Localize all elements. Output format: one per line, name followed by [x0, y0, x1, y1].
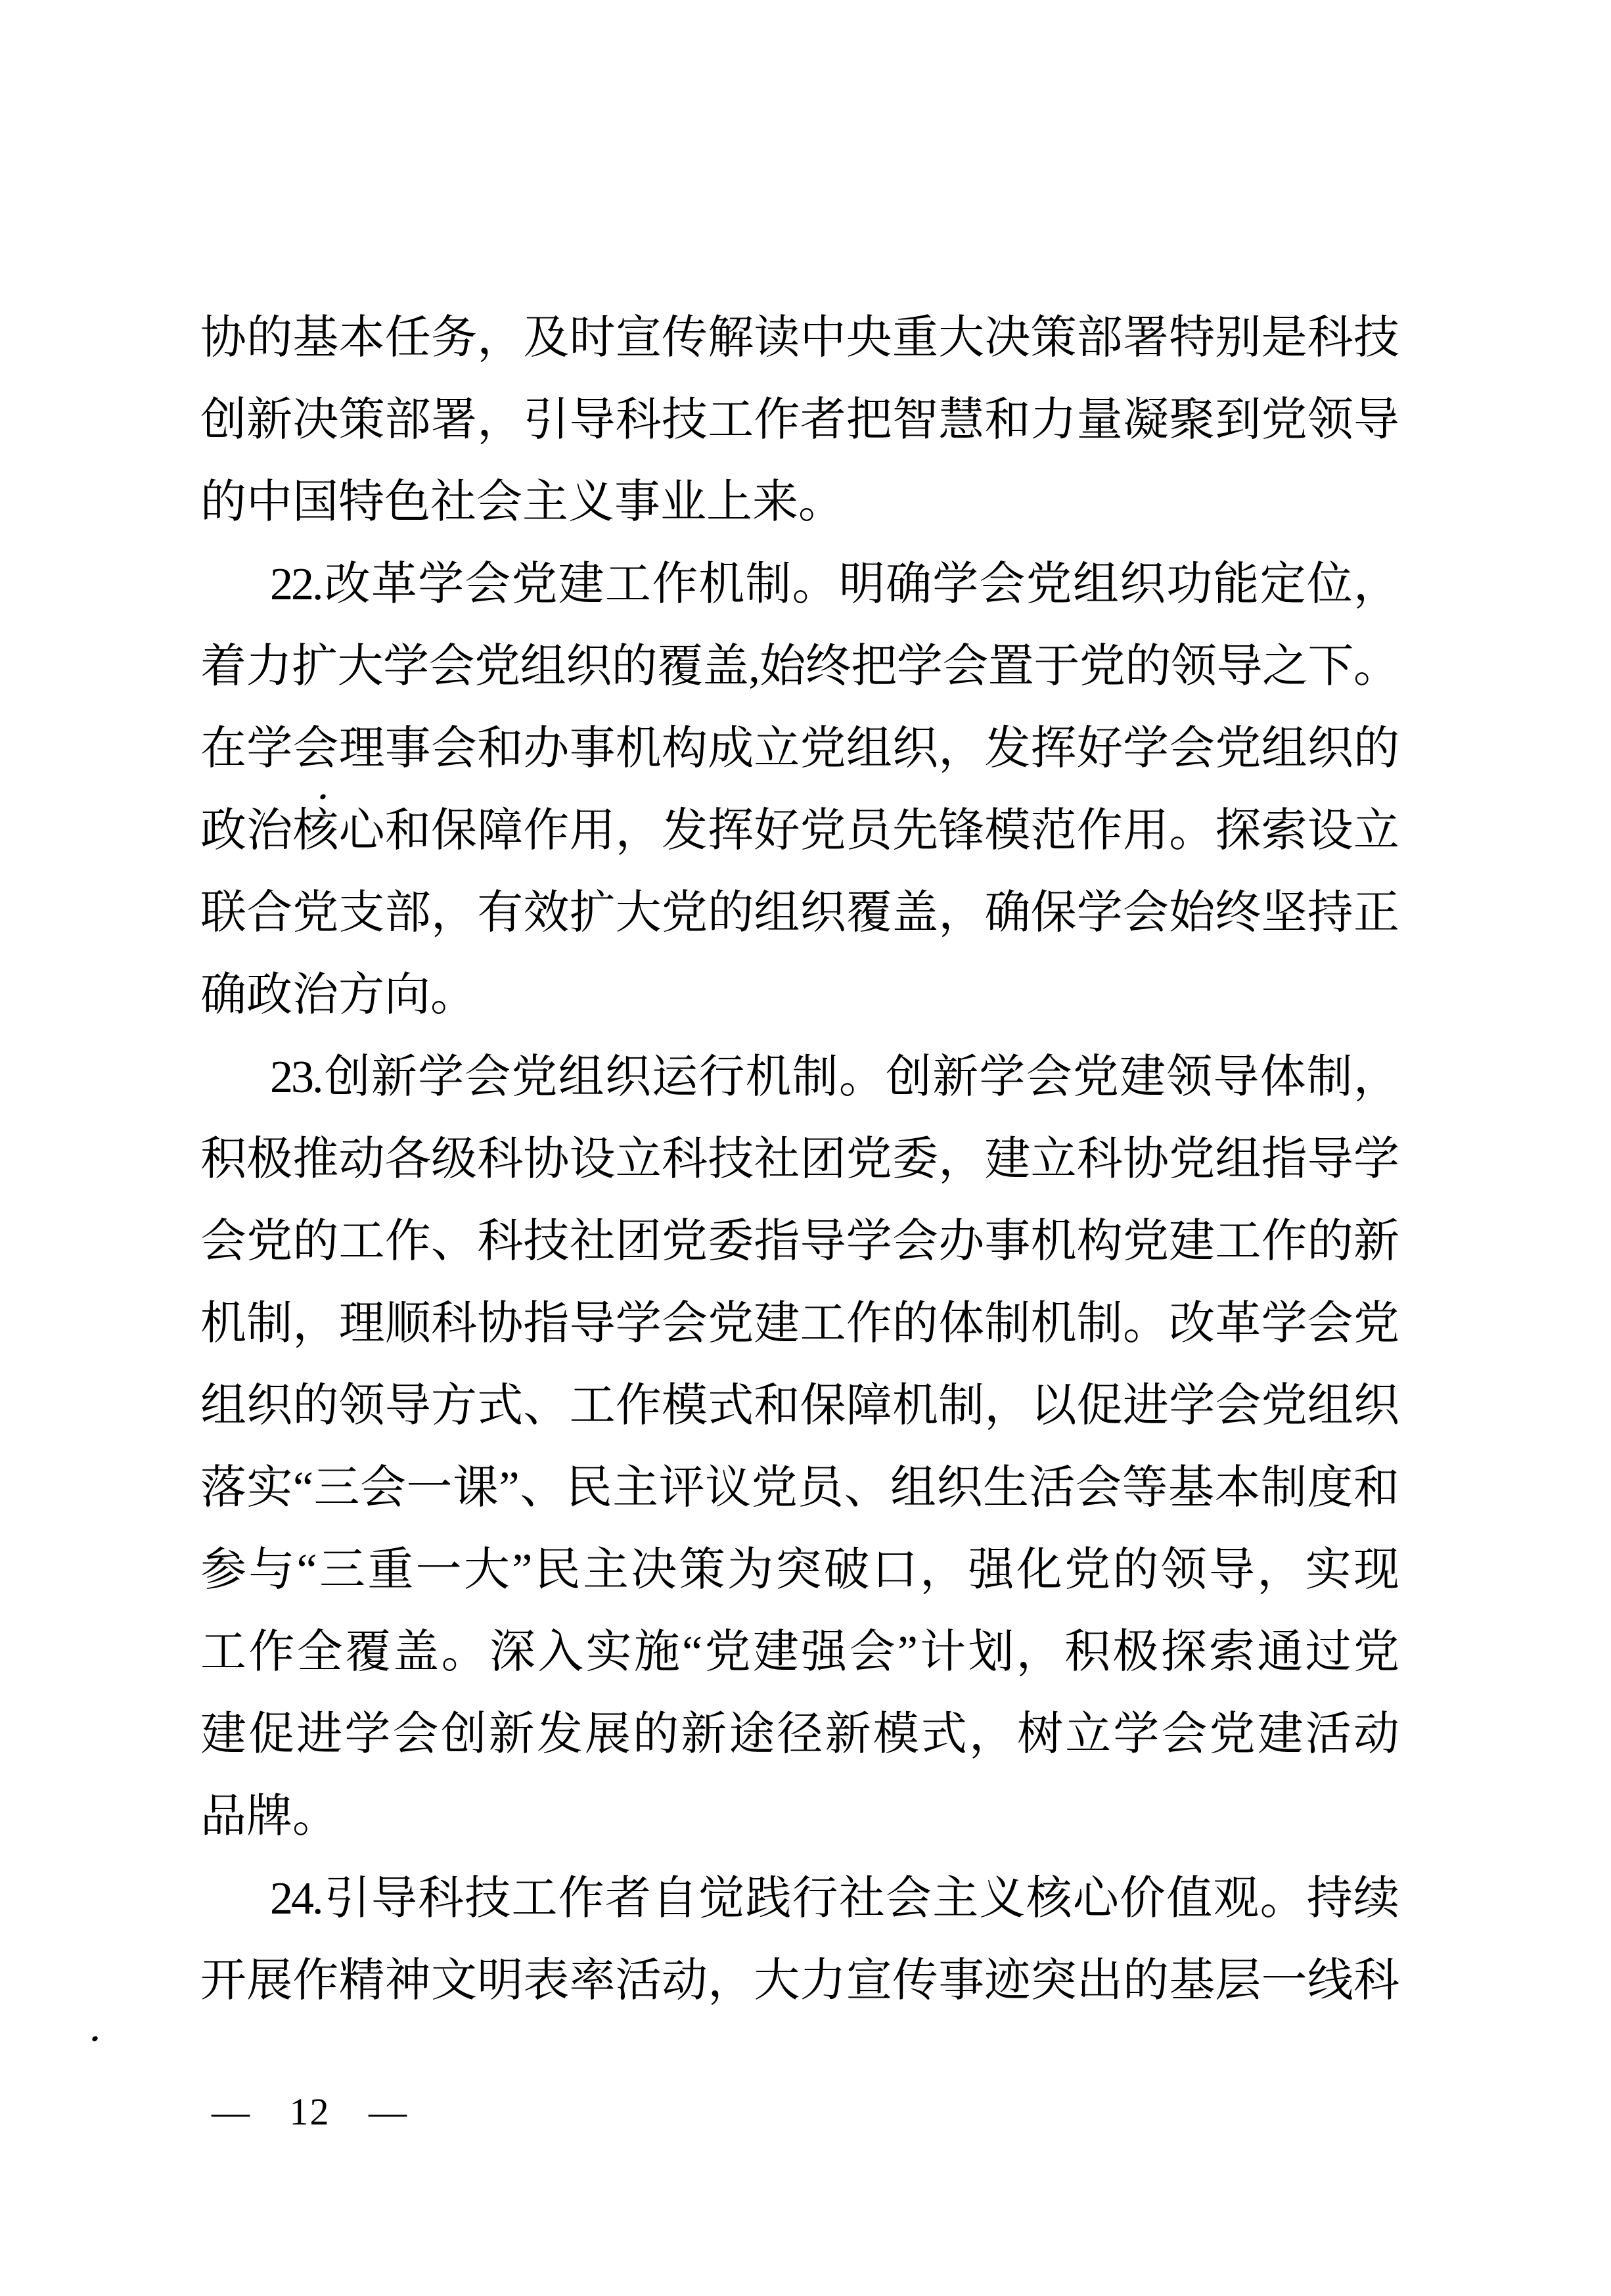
text-line: 会党的工作、科技社团党委指导学会办事机构党建工作的新 — [200, 1216, 1397, 1267]
text-line: 在学会理事会和办事机构成立党组织，发挥好学会党组织的 — [200, 723, 1397, 774]
text-line: 开展作精神文明表率活动，大力宣传事迹突出的基层一线科 — [200, 1956, 1397, 2006]
text-line paragraph-24-start: 24.引导科技工作者自觉践行社会主义核心价值观。持续 — [270, 1873, 1397, 1924]
page-number: — 12 — — [212, 2090, 408, 2133]
text-line: 确政治方向。 — [200, 970, 476, 1021]
text-block — [200, 297, 1397, 2022]
text-line: 工作全覆盖。深入实施“党建强会”计划，积极探索通过党 — [200, 1627, 1397, 1678]
text-line: 着力扩大学会党组织的覆盖,始终把学会置于党的领导之下。 — [200, 641, 1397, 692]
text-line paragraph-22-start: 22.改革学会党建工作机制。明确学会党组织功能定位， — [270, 559, 1397, 610]
text-line: 参与“三重一大”民主决策为突破口，强化党的领导，实现 — [200, 1545, 1397, 1596]
text-line: 品牌。 — [200, 1791, 338, 1842]
text-line: 政治核心和保障作用，发挥好党员先锋模范作用。探索设立 — [200, 806, 1397, 856]
scan-artifact-dot — [91, 2035, 99, 2042]
text-line: 联合党支部，有效扩大党的组织覆盖，确保学会始终坚持正 — [200, 888, 1397, 938]
text-line: 落实“三会一课”、民主评议党员、组织生活会等基本制度和 — [200, 1463, 1397, 1513]
text-line: 创新决策部署，引导科技工作者把智慧和力量凝聚到党领导 — [200, 395, 1397, 446]
text-line: 组织的领导方式、工作模式和保障机制，以促进学会党组织 — [200, 1381, 1397, 1431]
text-line: 机制，理顺科协指导学会党建工作的体制机制。改革学会党 — [200, 1298, 1397, 1349]
text-line: 协的基本任务，及时宣传解读中央重大决策部署特别是科技 — [200, 313, 1397, 363]
text-line: 积极推动各级科协设立科技社团党委，建立科协党组指导学 — [200, 1134, 1397, 1185]
text-line: 建促进学会创新发展的新途径新模式，树立学会党建活动 — [200, 1709, 1397, 1760]
text-line paragraph-23-start: 23.创新学会党组织运行机制。创新学会党建领导体制， — [270, 1052, 1397, 1103]
text-line: 的中国特色社会主义事业上来。 — [200, 477, 844, 528]
